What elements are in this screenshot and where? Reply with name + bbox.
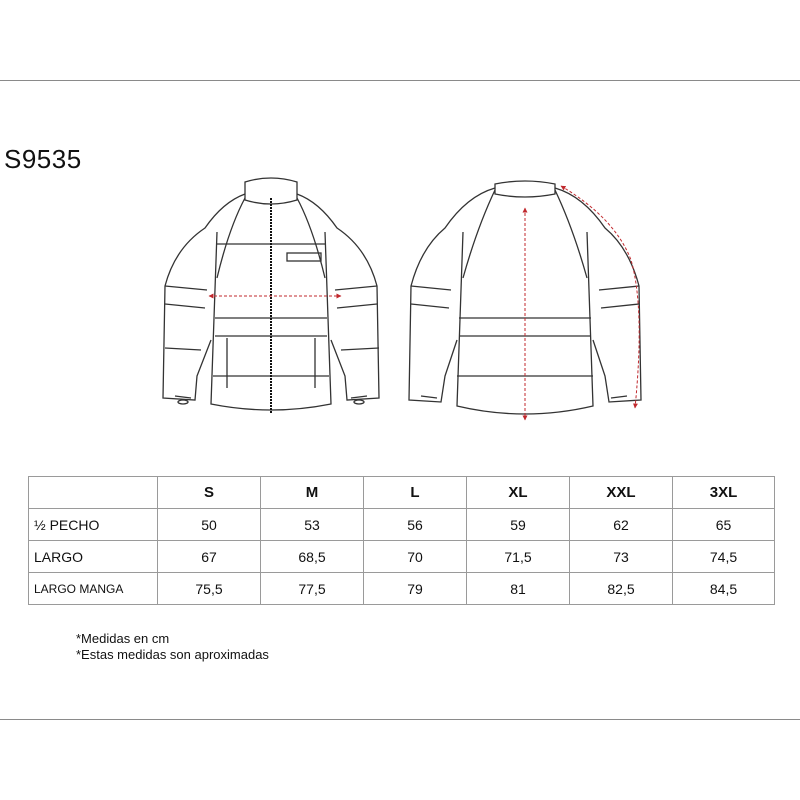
- size-table: [28, 476, 775, 605]
- footnotes: [76, 631, 269, 663]
- header-size-s: S: [158, 477, 261, 509]
- note-approximate: *Estas medidas son aproximadas: [76, 647, 269, 662]
- table-cell: 65: [673, 509, 775, 541]
- header-size-3xl: 3XL: [673, 477, 775, 509]
- table-cell: 77,5: [261, 573, 364, 605]
- row-label-length: LARGO: [29, 541, 158, 573]
- table-cell: 82,5: [570, 573, 673, 605]
- sleeve-measure-arrow: [561, 186, 639, 408]
- table-cell: 84,5: [673, 573, 775, 605]
- jacket-technical-drawing: [145, 168, 665, 438]
- table-cell: 62: [570, 509, 673, 541]
- top-divider: [0, 80, 800, 81]
- header-size-xl: XL: [467, 477, 570, 509]
- table-cell: 75,5: [158, 573, 261, 605]
- note-units: *Medidas en cm: [76, 631, 170, 646]
- table-row: [29, 509, 775, 541]
- header-empty: [29, 477, 158, 509]
- table-cell: 81: [467, 573, 570, 605]
- table-cell: 74,5: [673, 541, 775, 573]
- table-cell: 53: [261, 509, 364, 541]
- table-cell: 67: [158, 541, 261, 573]
- table-cell: 59: [467, 509, 570, 541]
- table-cell: 71,5: [467, 541, 570, 573]
- row-label-sleeve: LARGO MANGA: [29, 573, 158, 605]
- row-label-chest: ½ PECHO: [29, 509, 158, 541]
- table-cell: 50: [158, 509, 261, 541]
- header-size-l: L: [364, 477, 467, 509]
- header-size-m: M: [261, 477, 364, 509]
- model-code: S9535: [4, 144, 82, 174]
- table-header-row: [29, 477, 775, 509]
- table-cell: 79: [364, 573, 467, 605]
- table-cell: 70: [364, 541, 467, 573]
- bottom-divider: [0, 719, 800, 720]
- table-row: [29, 541, 775, 573]
- table-cell: 56: [364, 509, 467, 541]
- table-cell: 68,5: [261, 541, 364, 573]
- table-cell: 73: [570, 541, 673, 573]
- table-row: [29, 573, 775, 605]
- header-size-xxl: XXL: [570, 477, 673, 509]
